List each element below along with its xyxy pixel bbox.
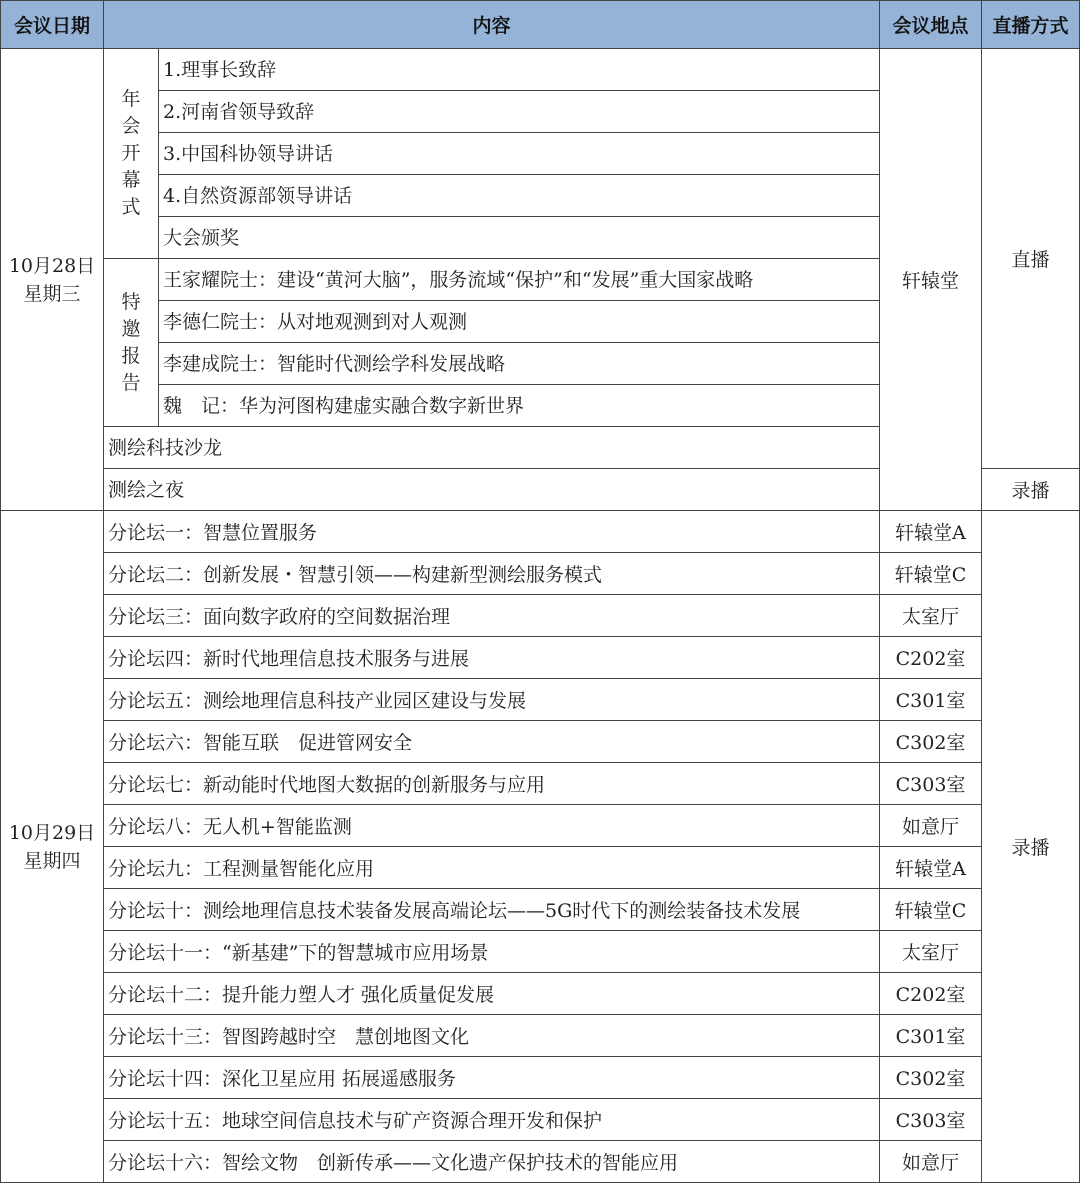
opening-item: 3.中国科协领导讲话 <box>159 133 880 175</box>
table-row <box>1 973 1080 1015</box>
forum-location: C202室 <box>880 973 982 1015</box>
table-row <box>1 49 1080 91</box>
special-item: 李德仁院士：从对地观测到对人观测 <box>159 301 880 343</box>
special-item: 王家耀院士：建设“黄河大脑”，服务流域“保护”和“发展”重大国家战略 <box>159 259 880 301</box>
table-row <box>1 889 1080 931</box>
table-row <box>1 931 1080 973</box>
opening-item: 大会颁奖 <box>159 217 880 259</box>
opening-group-label <box>104 49 159 259</box>
forum-location: C303室 <box>880 1099 982 1141</box>
opening-item: 2.河南省领导致辞 <box>159 91 880 133</box>
forum-location: C301室 <box>880 679 982 721</box>
table-row <box>1 805 1080 847</box>
header-content: 内容 <box>104 1 880 49</box>
table-row <box>1 1141 1080 1183</box>
special-char: 特 <box>121 290 141 313</box>
forum-location: C202室 <box>880 637 982 679</box>
special-group-label <box>104 259 159 427</box>
day2-broadcast: 录播 <box>982 511 1080 1183</box>
forum-location: 轩辕堂C <box>880 553 982 595</box>
forum-location: C302室 <box>880 721 982 763</box>
forum-content: 分论坛十二：提升能力塑人才 强化质量促发展 <box>104 973 880 1015</box>
opening-char: 式 <box>121 196 141 218</box>
day1-broadcast-live: 直播 <box>982 49 1080 469</box>
day1-date: 10月28日 <box>8 254 96 277</box>
special-item: 李建成院士：智能时代测绘学科发展战略 <box>159 343 880 385</box>
day1-location: 轩辕堂 <box>880 49 982 511</box>
special-char: 报 <box>121 344 141 367</box>
special-char: 邀 <box>121 317 141 340</box>
forum-content: 分论坛六：智能互联 促进管网安全 <box>104 721 880 763</box>
forum-location: 轩辕堂A <box>880 847 982 889</box>
forum-content: 分论坛十六：智绘文物 创新传承——文化遗产保护技术的智能应用 <box>104 1141 880 1183</box>
opening-char: 会 <box>121 115 141 137</box>
table-row <box>1 763 1080 805</box>
forum-content: 分论坛一：智慧位置服务 <box>104 511 880 553</box>
forum-location: 轩辕堂C <box>880 889 982 931</box>
forum-content: 分论坛二：创新发展・智慧引领——构建新型测绘服务模式 <box>104 553 880 595</box>
forum-content: 分论坛十五：地球空间信息技术与矿产资源合理开发和保护 <box>104 1099 880 1141</box>
header-broadcast: 直播方式 <box>982 1 1080 49</box>
header-location: 会议地点 <box>880 1 982 49</box>
forum-location: C303室 <box>880 763 982 805</box>
table-row <box>1 511 1080 553</box>
forum-content: 分论坛四：新时代地理信息技术服务与进展 <box>104 637 880 679</box>
forum-content: 分论坛十：测绘地理信息技术装备发展高端论坛——5G时代下的测绘装备技术发展 <box>104 889 880 931</box>
forum-location: 如意厅 <box>880 1141 982 1183</box>
opening-item: 1.理事长致辞 <box>159 49 880 91</box>
header-row <box>1 1 1080 49</box>
special-char: 告 <box>121 371 141 394</box>
special-item: 魏 记：华为河图构建虚实融合数字新世界 <box>159 385 880 427</box>
forum-content: 分论坛十四：深化卫星应用 拓展遥感服务 <box>104 1057 880 1099</box>
day1-weekday: 星期三 <box>23 282 81 305</box>
forum-content: 分论坛八：无人机+智能监测 <box>104 805 880 847</box>
day2-weekday: 星期四 <box>23 849 81 872</box>
table-row <box>1 1099 1080 1141</box>
forum-location: 太室厅 <box>880 595 982 637</box>
forum-content: 分论坛五：测绘地理信息科技产业园区建设与发展 <box>104 679 880 721</box>
forum-content: 分论坛十一：“新基建”下的智慧城市应用场景 <box>104 931 880 973</box>
opening-char: 幕 <box>121 169 141 191</box>
day2-date: 10月29日 <box>8 821 96 844</box>
day1-date-cell <box>1 49 104 511</box>
day2-date-cell <box>1 511 104 1183</box>
table-row <box>1 595 1080 637</box>
table-row <box>1 1057 1080 1099</box>
forum-location: 轩辕堂A <box>880 511 982 553</box>
opening-char: 开 <box>121 142 141 164</box>
forum-location: 太室厅 <box>880 931 982 973</box>
opening-item: 4.自然资源部领导讲话 <box>159 175 880 217</box>
table-row <box>1 1015 1080 1057</box>
forum-location: 如意厅 <box>880 805 982 847</box>
salon-item: 测绘科技沙龙 <box>104 427 880 469</box>
forum-content: 分论坛十三：智图跨越时空 慧创地图文化 <box>104 1015 880 1057</box>
forum-location: C301室 <box>880 1015 982 1057</box>
forum-content: 分论坛九：工程测量智能化应用 <box>104 847 880 889</box>
night-item: 测绘之夜 <box>104 469 880 511</box>
table-row <box>1 847 1080 889</box>
day1-broadcast-night: 录播 <box>982 469 1080 511</box>
table-row <box>1 721 1080 763</box>
header-date: 会议日期 <box>1 1 104 49</box>
opening-char: 年 <box>121 88 141 110</box>
table-row <box>1 637 1080 679</box>
table-row <box>1 679 1080 721</box>
forum-content: 分论坛七：新动能时代地图大数据的创新服务与应用 <box>104 763 880 805</box>
forum-content: 分论坛三：面向数字政府的空间数据治理 <box>104 595 880 637</box>
forum-location: C302室 <box>880 1057 982 1099</box>
table-row <box>1 553 1080 595</box>
